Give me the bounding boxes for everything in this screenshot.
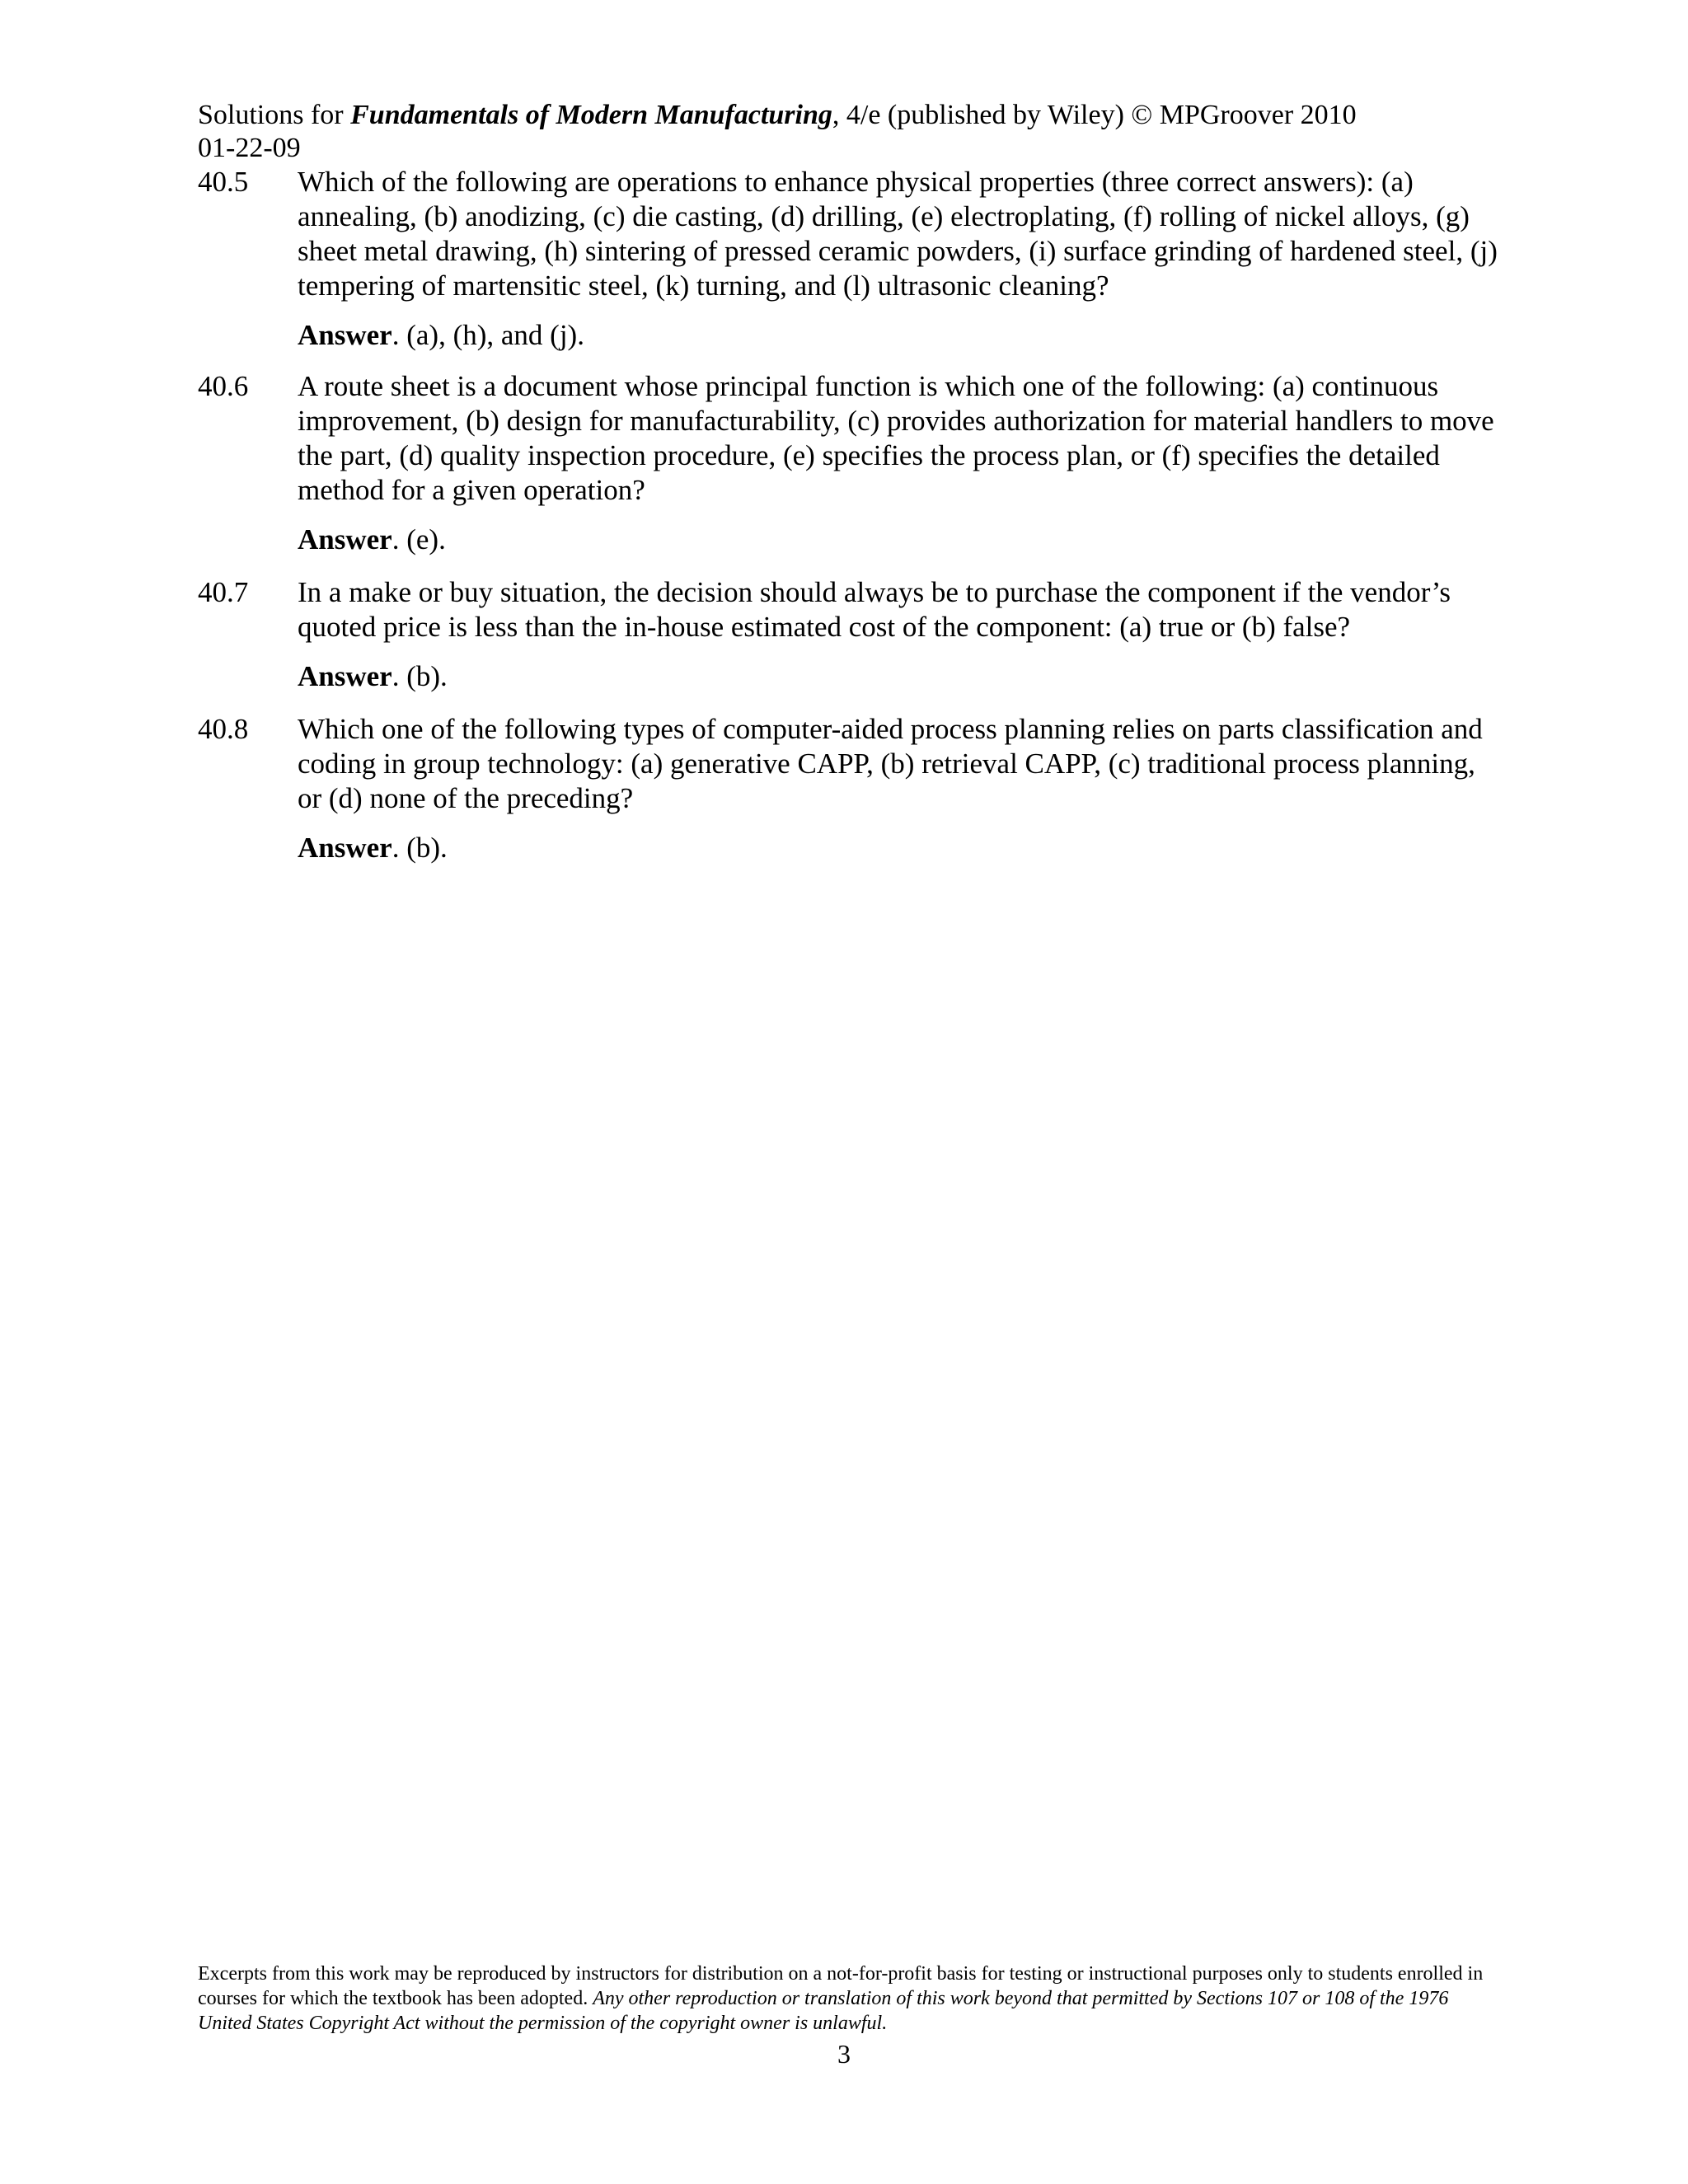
header-suffix: , 4/e (published by Wiley) © MPGroover 2010: [832, 100, 1357, 130]
header-date: 01-22-09: [198, 133, 301, 163]
question-item: [198, 369, 1500, 557]
page-number: 3: [837, 2039, 851, 2069]
header-title-line: [198, 99, 1517, 132]
question-text: Which one of the following types of computer-aided process planning relies on parts classification and coding in group technology: (a) generative CAPP, (b) retrieval CAPP, (c) traditional process planning, or (d) none of the preceding?: [298, 713, 1483, 814]
question-text: Which of the following are operations to enhance physical properties (three correct answers): (a) annealing, (b) anodizing, (c) die casting, (d) drilling, (e) electroplating, (f) rolling of nickel alloys, (g) sheet metal drawing, (h) sintering of pressed ceramic powders, (i) surface grinding of hardened steel, (j) tempering of martensitic steel, (k) turning, and (l) ultrasonic cleaning?: [298, 166, 1498, 302]
header-prefix: Solutions for: [198, 100, 351, 130]
answer-text: . (b).: [392, 832, 448, 864]
question-item: [198, 165, 1500, 353]
question-number: 40.7: [198, 576, 249, 608]
answer-text: . (e).: [392, 523, 446, 555]
book-title: Fundamentals of Modern Manufacturing: [350, 100, 832, 130]
answer-label: Answer: [298, 523, 392, 555]
footer-permission-text: Excerpts from this work may be reproduced by instructors for distribution on a not-for-profit basis for testing or instructional purposes only to students enrolled in courses for which the textbook has been adopted.: [198, 1963, 1484, 2009]
question-number: 40.6: [198, 370, 249, 402]
question-number: 40.5: [198, 166, 249, 198]
answer-line: [298, 523, 1500, 557]
question-text: A route sheet is a document whose principal function is which one of the following: (a) continuous improvement, (b) design for manufacturability, (c) provides authorization for material handlers to move the part, (d) quality inspection procedure, (e) specifies the process plan, or (f) specifies the detailed method for a given operation?: [298, 370, 1494, 506]
question-number: 40.8: [198, 713, 249, 745]
copyright-footer: [198, 1961, 1500, 2036]
answer-text: . (b).: [392, 660, 448, 692]
answer-text: . (a), (h), and (j).: [392, 319, 584, 351]
answer-line: [298, 318, 1500, 353]
answer-line: [298, 831, 1500, 865]
answer-label: Answer: [298, 319, 392, 351]
question-item: [198, 712, 1500, 865]
question-item: [198, 575, 1500, 694]
answer-label: Answer: [298, 832, 392, 864]
answer-line: [298, 659, 1500, 694]
question-text: In a make or buy situation, the decision should always be to purchase the component if the vendor’s quoted price is less than the in-house estimated cost of the component: (a) true or (b) false?: [298, 576, 1451, 643]
answer-label: Answer: [298, 660, 392, 692]
page-header: [198, 99, 1517, 165]
footer-legal-text: Any other reproduction or translation of this work beyond that permitted by Sections 107 or 108 of the 1976 United States Copyright Act without the permission of the copyright owner is unlawful.: [198, 1988, 1449, 2034]
